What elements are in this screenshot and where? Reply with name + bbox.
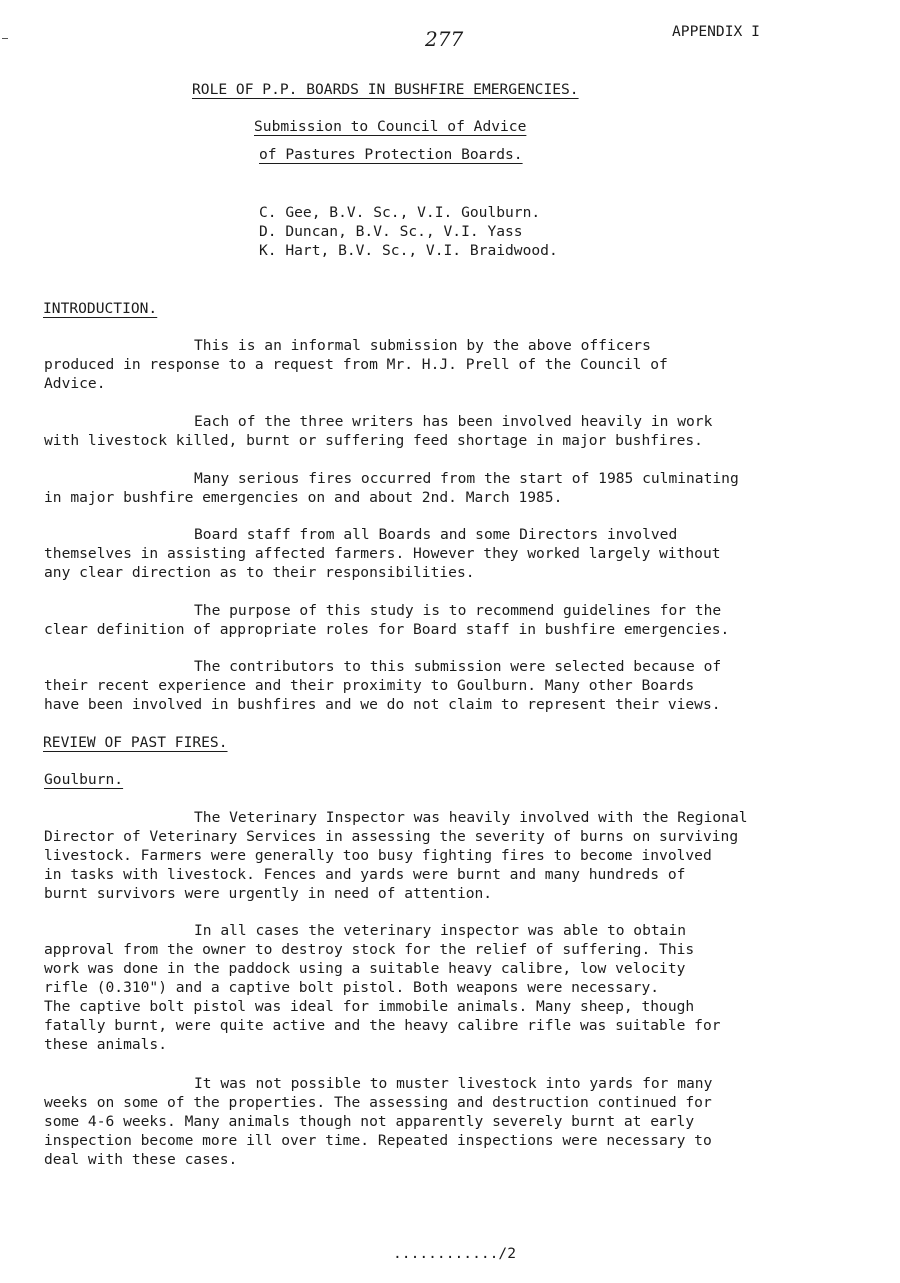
- text-line: these animals.: [44, 1036, 168, 1053]
- text-line: produced in response to a request from Mr. H.J. Prell of the Council of: [44, 356, 668, 373]
- text-line: Advice.: [44, 375, 106, 392]
- text-line: with livestock killed, burnt or suffering feed shortage in major bushfires.: [44, 432, 703, 449]
- text-line: in major bushfire emergencies on and about 2nd. March 1985.: [44, 489, 563, 506]
- text-line: In all cases the veterinary inspector was able to obtain: [194, 922, 687, 939]
- text-line: livestock. Farmers were generally too busy fighting fires to become involved: [44, 847, 712, 864]
- text-line: Director of Veterinary Services in assessing the severity of burns on surviving: [44, 828, 739, 845]
- document-title: ROLE OF P.P. BOARDS IN BUSHFIRE EMERGENCIES.: [192, 81, 579, 98]
- text-line: It was not possible to muster livestock into yards for many: [194, 1075, 713, 1092]
- text-line: Board staff from all Boards and some Directors involved: [194, 526, 678, 543]
- text-line: Many serious fires occurred from the start of 1985 culminating: [194, 470, 739, 487]
- text-line: rifle (0.310") and a captive bolt pistol. Both weapons were necessary.: [44, 979, 660, 996]
- author-line: C. Gee, B.V. Sc., V.I. Goulburn.: [259, 204, 541, 221]
- text-line: in tasks with livestock. Fences and yards were burnt and many hundreds of: [44, 866, 686, 883]
- text-line: clear definition of appropriate roles for Board staff in bushfire emergencies.: [44, 621, 730, 638]
- page-continuation-marker: ............/2: [393, 1245, 517, 1262]
- text-line: their recent experience and their proximity to Goulburn. Many other Boards: [44, 677, 695, 694]
- text-line: The purpose of this study is to recommend guidelines for the: [194, 602, 722, 619]
- text-line: fatally burnt, were quite active and the heavy calibre rifle was suitable for: [44, 1017, 721, 1034]
- text-line: approval from the owner to destroy stock for the relief of suffering. This: [44, 941, 695, 958]
- paragraph: [44, 808, 804, 903]
- paragraph: [44, 601, 804, 639]
- section-heading-introduction: INTRODUCTION.: [43, 300, 158, 317]
- paragraph: [44, 336, 804, 393]
- text-line: inspection become more ill over time. Repeated inspections were necessary to: [44, 1132, 712, 1149]
- document-subtitle-1: Submission to Council of Advice: [254, 118, 527, 135]
- author-line: K. Hart, B.V. Sc., V.I. Braidwood.: [259, 242, 558, 259]
- paragraph: [44, 412, 804, 450]
- text-line: some 4-6 weeks. Many animals though not apparently severely burnt at early: [44, 1113, 695, 1130]
- paragraph: [44, 469, 804, 507]
- document-subtitle-2: of Pastures Protection Boards.: [259, 146, 523, 163]
- author-line: D. Duncan, B.V. Sc., V.I. Yass: [259, 223, 523, 240]
- text-line: work was done in the paddock using a suitable heavy calibre, low velocity: [44, 960, 686, 977]
- paragraph: [44, 921, 804, 1054]
- margin-mark: [2, 38, 8, 39]
- subsection-heading-goulburn: Goulburn.: [44, 771, 124, 788]
- text-line: burnt survivors were urgently in need of attention.: [44, 885, 493, 902]
- paragraph: [44, 1074, 804, 1169]
- appendix-label: APPENDIX I: [672, 23, 760, 40]
- text-line: The captive bolt pistol was ideal for immobile animals. Many sheep, though: [44, 998, 695, 1015]
- section-heading-review: REVIEW OF PAST FIRES.: [43, 734, 228, 751]
- text-line: have been involved in bushfires and we do not claim to represent their views.: [44, 696, 721, 713]
- text-line: Each of the three writers has been involved heavily in work: [194, 413, 713, 430]
- text-line: deal with these cases.: [44, 1151, 238, 1168]
- paragraph: [44, 657, 804, 714]
- text-line: The Veterinary Inspector was heavily involved with the Regional: [194, 809, 748, 826]
- paragraph: [44, 525, 804, 582]
- text-line: themselves in assisting affected farmers. However they worked largely without: [44, 545, 721, 562]
- page-number: 277: [425, 27, 464, 51]
- text-line: any clear direction as to their responsibilities.: [44, 564, 475, 581]
- text-line: This is an informal submission by the above officers: [194, 337, 651, 354]
- text-line: weeks on some of the properties. The assessing and destruction continued for: [44, 1094, 712, 1111]
- text-line: The contributors to this submission were selected because of: [194, 658, 722, 675]
